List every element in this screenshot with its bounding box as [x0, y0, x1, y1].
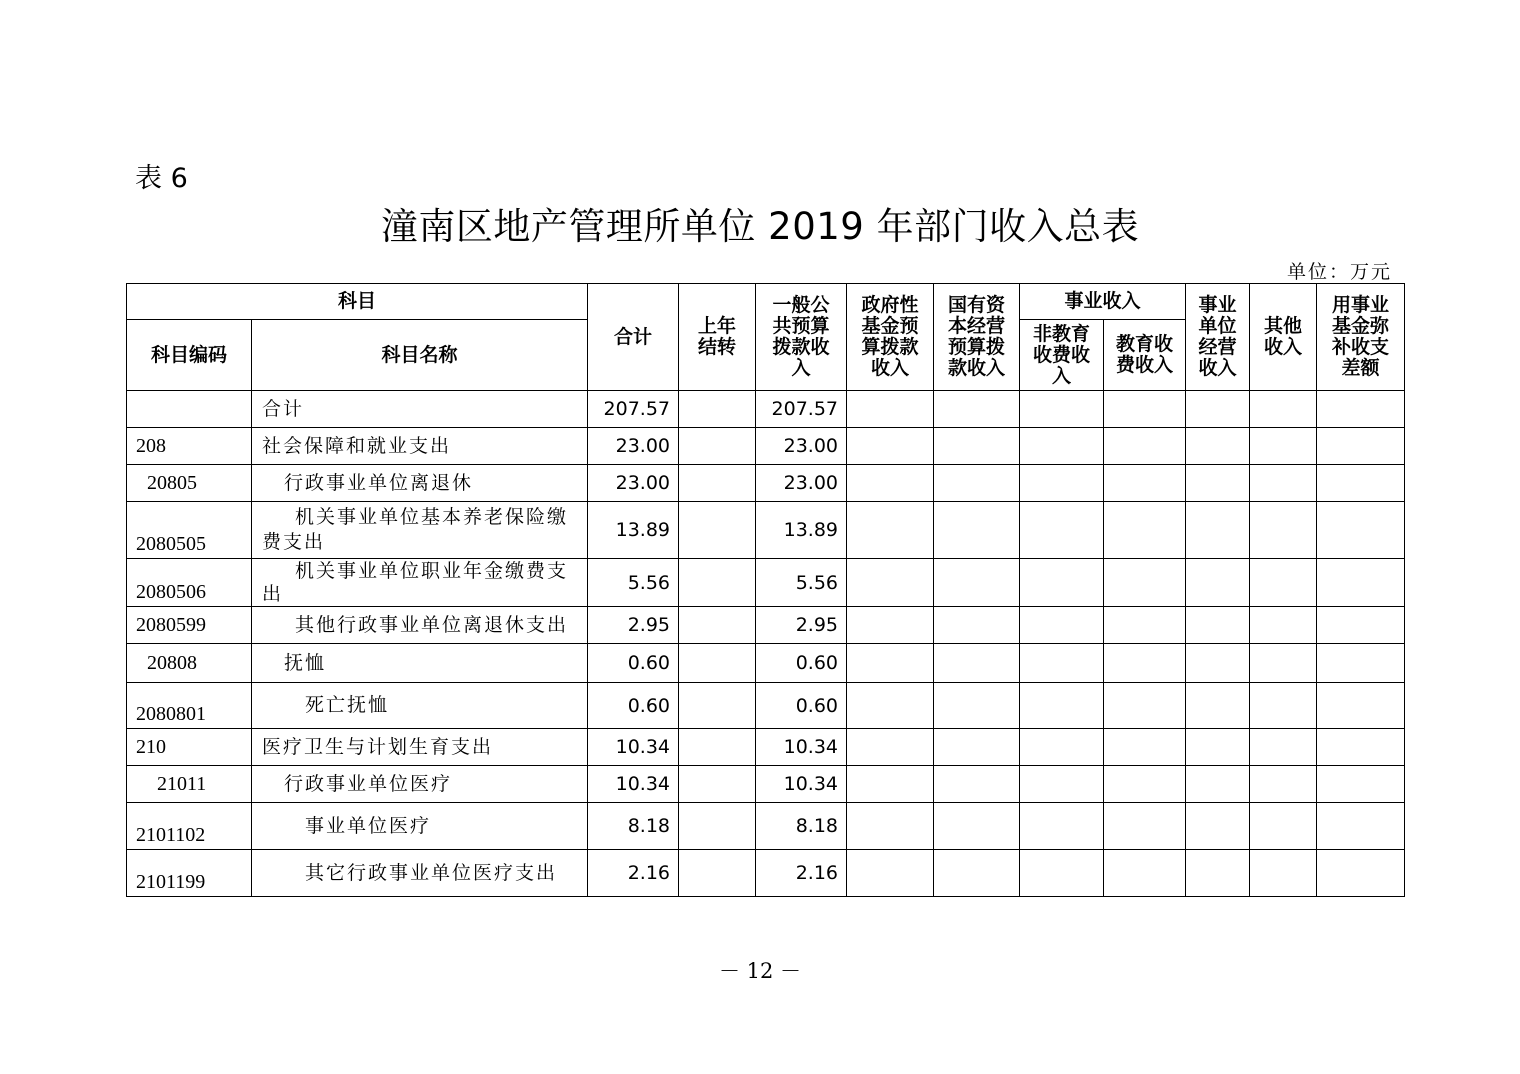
row-total: 2.95 — [588, 607, 679, 644]
row-code: 2080801 — [127, 683, 252, 729]
row-code: 20808 — [127, 644, 252, 683]
table-row — [127, 428, 1405, 465]
header-business-income: 事业收入 — [1020, 284, 1186, 320]
row-general: 0.60 — [756, 644, 847, 683]
row-name: 其他行政事业单位离退休支出 — [252, 607, 588, 644]
row-general: 10.34 — [756, 729, 847, 766]
row-name: 死亡抚恤 — [252, 683, 588, 729]
row-general: 5.56 — [756, 559, 847, 607]
row-code: 2101199 — [127, 850, 252, 897]
row-code: 2080506 — [127, 559, 252, 607]
row-general: 0.60 — [756, 683, 847, 729]
row-general: 2.16 — [756, 850, 847, 897]
row-general: 23.00 — [756, 465, 847, 502]
row-code: 20805 — [127, 465, 252, 502]
table-row — [127, 850, 1405, 897]
header-non-edu-fee: 非教育 收费收 入 — [1020, 320, 1104, 391]
table-row — [127, 803, 1405, 850]
row-total: 207.57 — [588, 391, 679, 428]
row-total: 5.56 — [588, 559, 679, 607]
row-name: 机关事业单位基本养老保险缴费支出 — [252, 502, 588, 559]
header-subject-name: 科目名称 — [252, 320, 588, 391]
page-number: － 12 － — [718, 959, 802, 983]
header-subject-code: 科目编码 — [127, 320, 252, 391]
row-code: 21011 — [127, 766, 252, 803]
table-label: 表 6 — [135, 163, 188, 194]
table-row — [127, 559, 1405, 607]
row-total: 0.60 — [588, 644, 679, 683]
header-fund-offset: 用事业 基金弥 补收支 差额 — [1317, 284, 1405, 391]
header-gov-fund: 政府性 基金预 算拨款 收入 — [847, 284, 934, 391]
row-name: 机关事业单位职业年金缴费支出 — [252, 559, 588, 607]
table-row — [127, 729, 1405, 766]
table-row — [127, 502, 1405, 559]
row-code: 2080599 — [127, 607, 252, 644]
unit-label: 单位：万元 — [1286, 261, 1392, 283]
table-row — [127, 683, 1405, 729]
header-edu-fee: 教育收 费收入 — [1104, 320, 1186, 391]
header-general-budget: 一般公 共预算 拨款收 入 — [756, 284, 847, 391]
row-code: 2101102 — [127, 803, 252, 850]
row-name: 行政事业单位离退休 — [252, 465, 588, 502]
row-total: 0.60 — [588, 683, 679, 729]
row-name: 事业单位医疗 — [252, 803, 588, 850]
row-total: 10.34 — [588, 766, 679, 803]
row-general: 207.57 — [756, 391, 847, 428]
row-name: 医疗卫生与计划生育支出 — [252, 729, 588, 766]
row-name: 行政事业单位医疗 — [252, 766, 588, 803]
row-code: 208 — [127, 428, 252, 465]
header-other-income: 其他 收入 — [1250, 284, 1317, 391]
header-unit-operating: 事业 单位 经营 收入 — [1186, 284, 1250, 391]
table-row — [127, 391, 1405, 428]
row-code — [127, 391, 252, 428]
row-total: 23.00 — [588, 428, 679, 465]
row-general: 13.89 — [756, 502, 847, 559]
table-row — [127, 644, 1405, 683]
row-general: 10.34 — [756, 766, 847, 803]
row-name: 其它行政事业单位医疗支出 — [252, 850, 588, 897]
income-summary-table — [126, 283, 1405, 897]
row-total: 23.00 — [588, 465, 679, 502]
row-general: 2.95 — [756, 607, 847, 644]
row-name: 社会保障和就业支出 — [252, 428, 588, 465]
row-total: 2.16 — [588, 850, 679, 897]
row-code: 210 — [127, 729, 252, 766]
table-row — [127, 465, 1405, 502]
header-total: 合计 — [588, 284, 679, 391]
row-general: 8.18 — [756, 803, 847, 850]
header-subject: 科目 — [127, 284, 588, 320]
row-name: 抚恤 — [252, 644, 588, 683]
row-total: 8.18 — [588, 803, 679, 850]
row-total: 10.34 — [588, 729, 679, 766]
header-carryover: 上年 结转 — [679, 284, 756, 391]
table-row — [127, 766, 1405, 803]
table-row — [127, 607, 1405, 644]
header-state-capital: 国有资 本经营 预算拨 款收入 — [934, 284, 1020, 391]
row-general: 23.00 — [756, 428, 847, 465]
row-total: 13.89 — [588, 502, 679, 559]
row-code: 2080505 — [127, 502, 252, 559]
row-name: 合计 — [252, 391, 588, 428]
page-title: 潼南区地产管理所单位 2019 年部门收入总表 — [380, 205, 1140, 248]
